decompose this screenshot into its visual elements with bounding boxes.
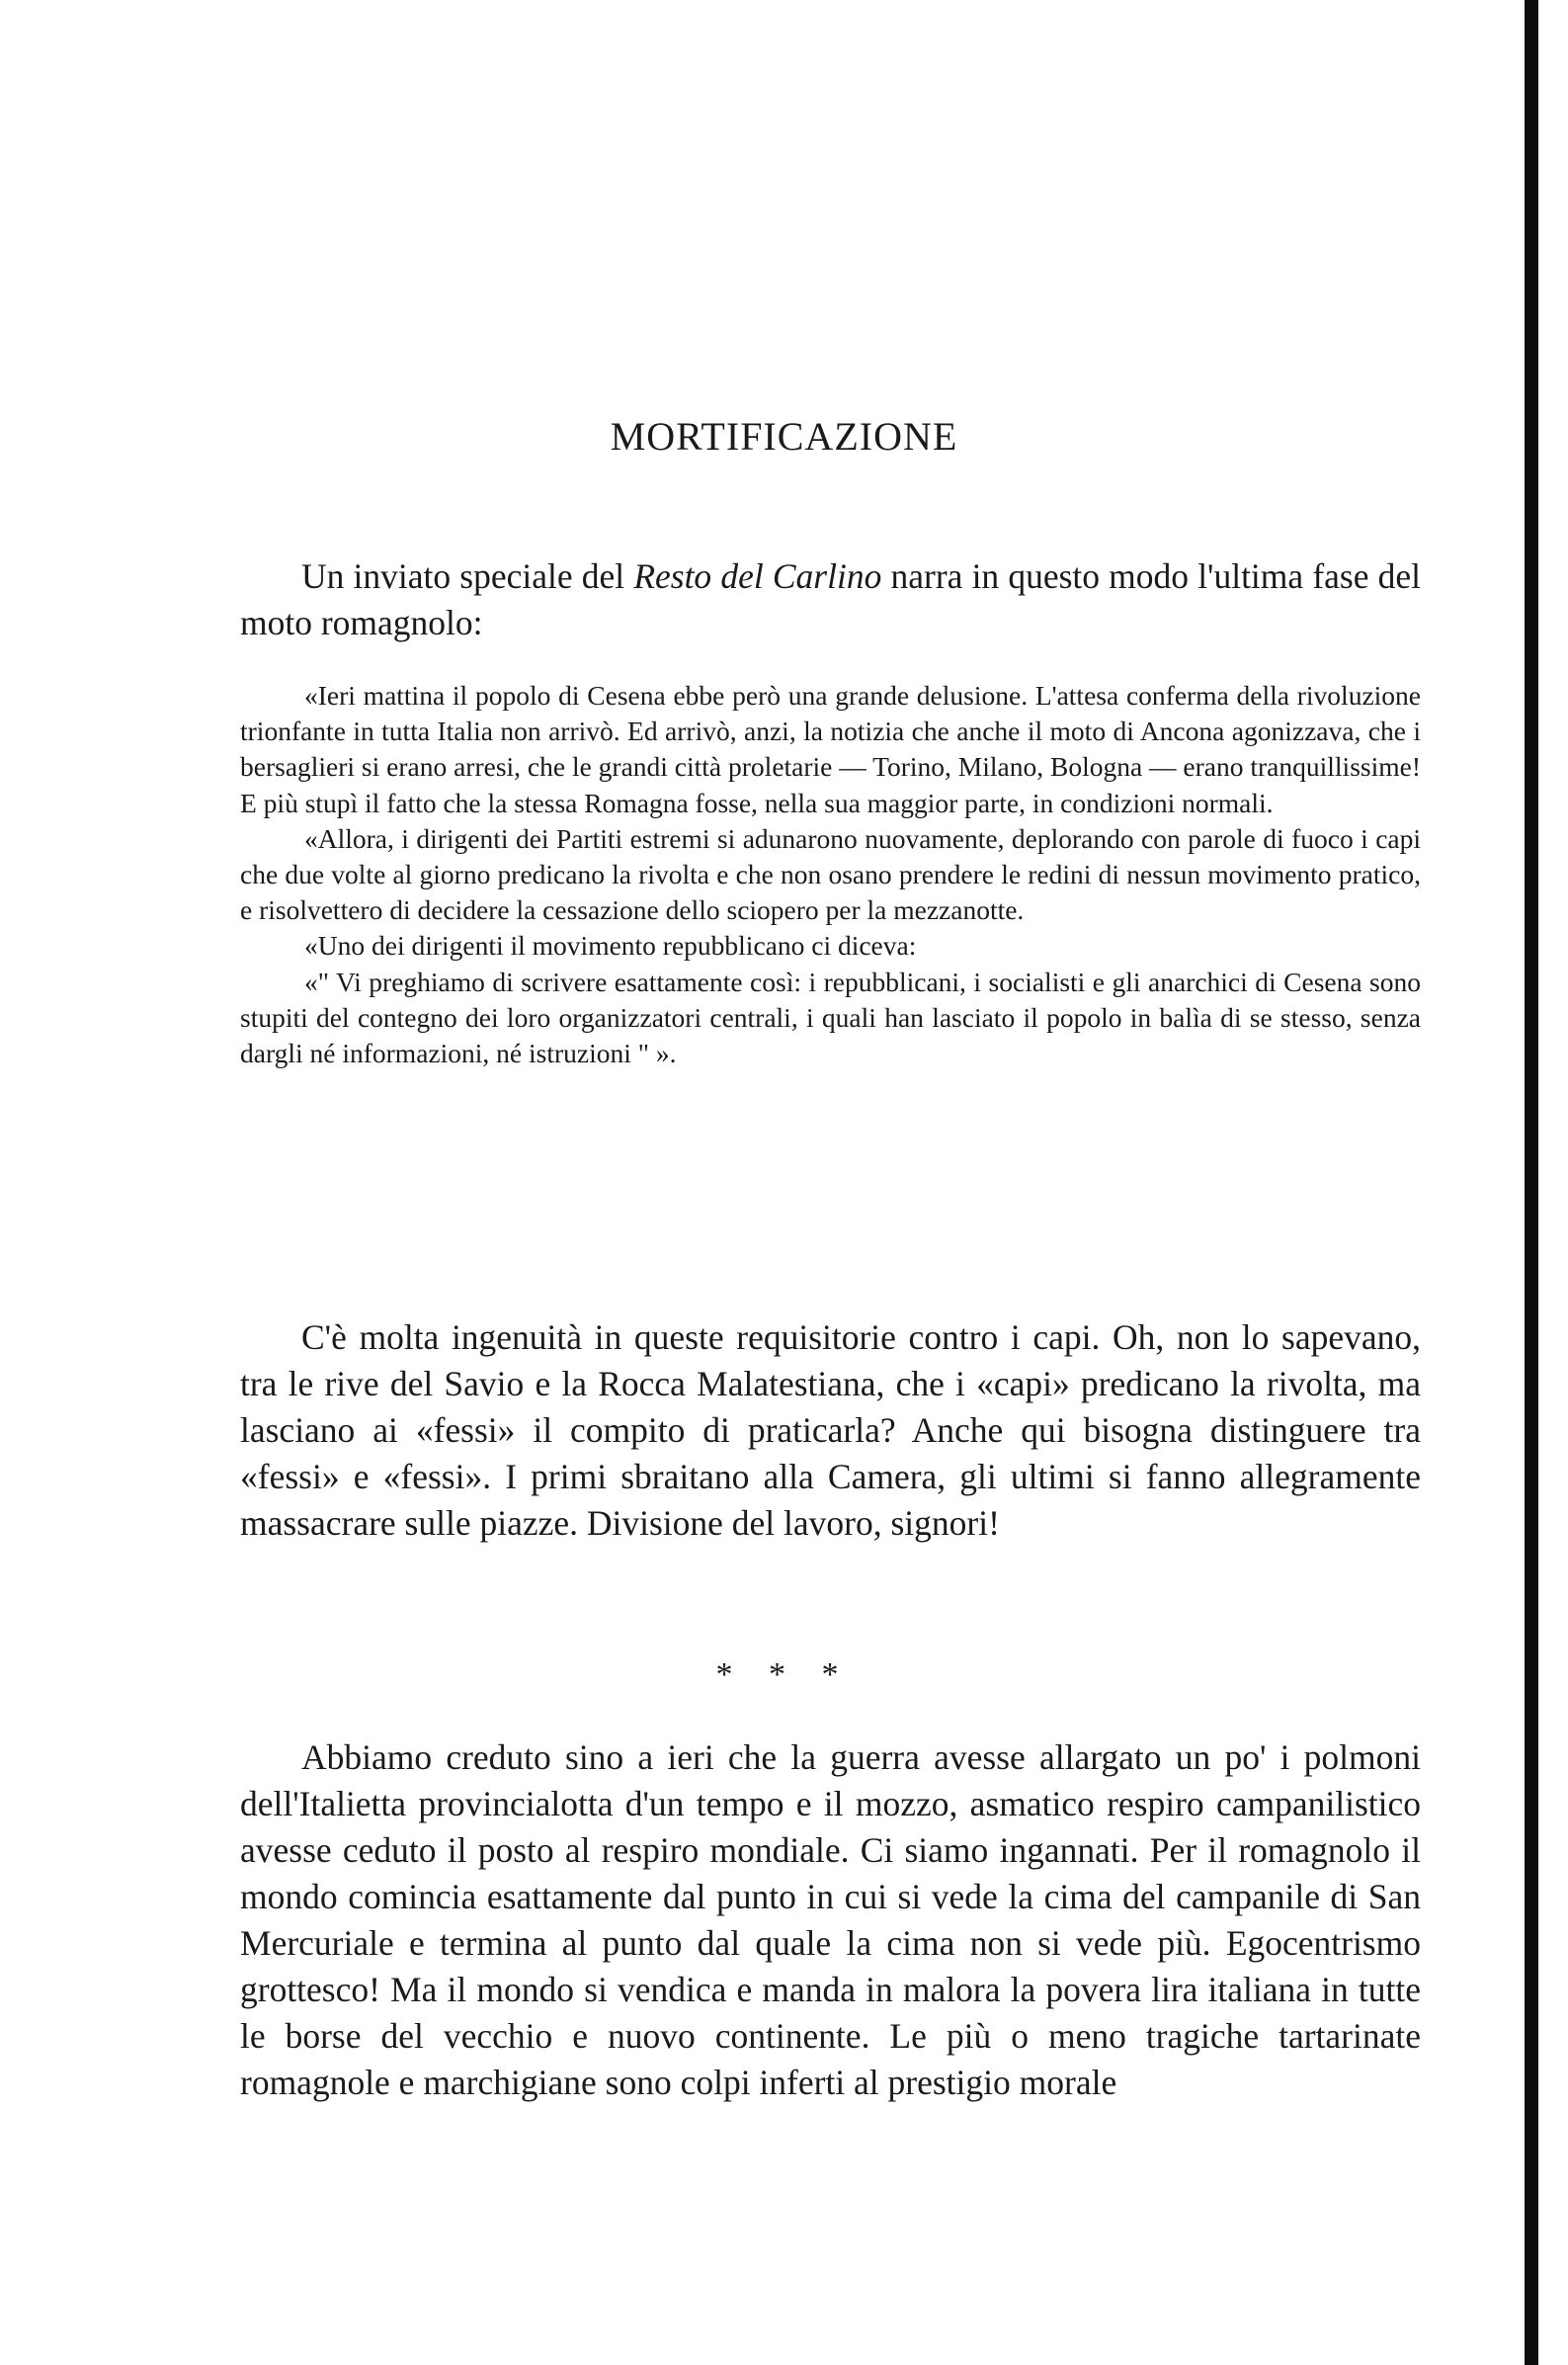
closing-paragraph: Abbiamo creduto sino a ieri che la guerra avesse allargato un po' i polmoni dell'Italietta provincialotta d'un tempo e il mozzo, asmatico respiro campanilistico avesse ceduto il posto al respiro mondiale. Ci siamo ingannati. Per il romagnolo il mondo comincia esattamente dal punto in cui si vede la cima del campanile di San Mercuriale e termina al punto dal quale la cima non si vede più. Egocentrismo grottesco! Ma il mondo si vendica e manda in malora la povera lira italiana in tutte le borse del vecchio e nuovo continente. Le più o meno tragiche tartarinate romagnole e marchigiane sono colpi inferti al prestigio morale (240, 1737, 1421, 2102)
intro-section (240, 553, 1421, 646)
page-binding-edge (1525, 0, 1538, 2365)
quote-paragraph: «Uno dei dirigenti il movimento repubblicano ci diceva: (304, 930, 917, 962)
intro-paragraph (240, 553, 1421, 646)
quote-paragraph: «Ieri mattina il popolo di Cesena ebbe però una grande delusione. L'attesa conferma della rivoluzione trionfante in tutta Italia non arrivò. Ed arrivò, anzi, la notizia che anche il moto di Ancona agonizzava, che i bersaglieri si erano arresi, che le grandi città proletarie — Torino, Milano, Bologna — erano tranquillissime! E più stupì il fatto che la stessa Romagna fosse, nella sua maggior parte, in condizioni normali. (240, 680, 1421, 818)
section-separator: * * * (715, 1656, 853, 1693)
closing-section (240, 1734, 1421, 2106)
commentary-paragraph: C'è molta ingenuità in queste requisitorie contro i capi. Oh, non lo sapevano, tra le rive del Savio e la Rocca Malatestiana, che i «capi» predicano la rivolta, ma lasciano ai «fessi» il compito di praticarla? Anche qui bisogna distinguere tra «fessi» e «fessi». I primi sbraitano alla Camera, gli ultimi si fanno allegramente massacrare sulle piazze. Divisione del lavoro, signori! (240, 1317, 1421, 1543)
newspaper-name: Resto del Carlino (633, 556, 882, 596)
intro-text-after: narra in questo modo l'ultima fase del moto romagnolo: (240, 556, 1422, 642)
intro-text-before: Un inviato speciale del (301, 556, 634, 596)
quoted-report (240, 678, 1421, 1071)
quote-paragraph: «Allora, i dirigenti dei Partiti estremi si adunarono nuovamente, deplorando con parole di fuoco i capi che due volte al giorno predicano la rivolta e che non osano prendere le redini di nessun movimento pratico, e risolvettero di decidere la cessazione dello sciopero per la mezzanotte. (240, 822, 1421, 926)
chapter-title: MORTIFICAZIONE (610, 414, 958, 459)
page-margin-strip (1538, 0, 1568, 2365)
commentary-section (240, 1314, 1421, 1547)
quote-paragraph: «" Vi preghiamo di scrivere esattamente così: i repubblicani, i socialisti e gli anarchici di Cesena sono stupiti del contegno dei loro organizzatori centrali, i quali han lasciato il popolo in balìa di se stesso, senza dargli né informazioni, né istruzioni " ». (240, 966, 1421, 1069)
